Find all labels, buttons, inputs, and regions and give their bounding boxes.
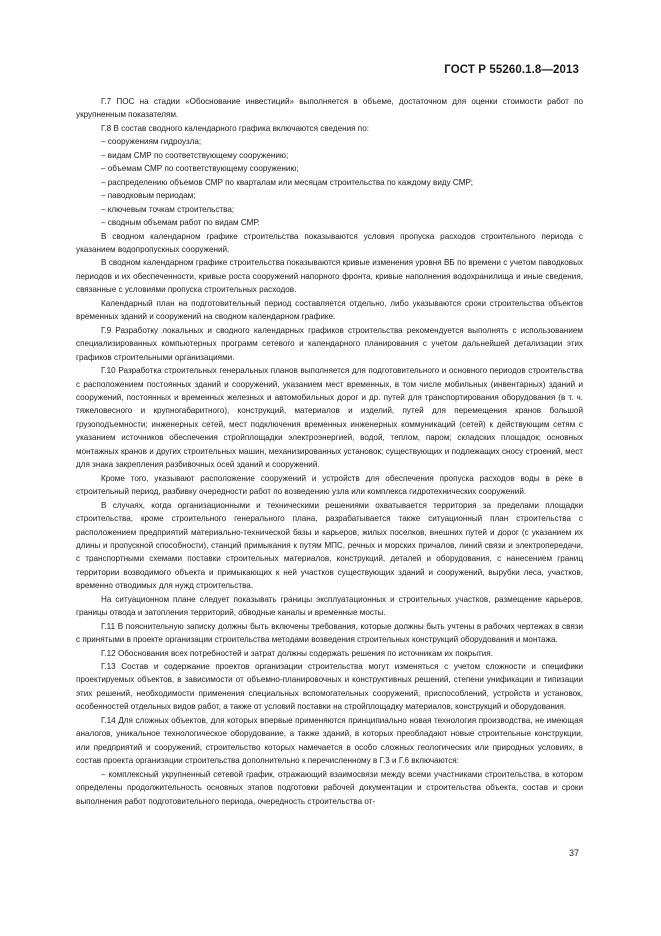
paragraph: Г.13 Состав и содержание проектов организации строительства могут изменяться с учетом сложности и специфики проектируемых объектов, в зависимости от объемно-планировочных и конструктивных решений, степени унификации и типизации этих решений, необходимости применения специальных вспомогательных сооружений, приспособлений, устройств и установок, особенностей отдельных видов работ, а также от условий поставки на стройплощадку материалов, конструкций и оборудования. bbox=[76, 662, 583, 712]
paragraph: Кроме того, указывают расположение сооружений и устройств для обеспечения пропуска расходов воды в реке в строительный период, разбивку очередности работ по возведению узла или комплекса гидротехнических сооружений. bbox=[76, 473, 583, 497]
list-item: – ключевым точкам строительства; bbox=[101, 204, 235, 214]
paragraph: Г.11 В пояснительную записку должны быть включены требования, которые должны быть учтены в рабочих чертежах в связи с принятыми в проекте организации строительства методами возведения строительных конструкций оборудования и монтажа. bbox=[76, 621, 583, 645]
paragraph: В сводном календарном графике строительства показываются условия пропуска расходов строительного периода с указанием водопропускных сооружений. bbox=[76, 231, 583, 254]
paragraph: Г.9 Разработку локальных и сводного календарных графиков строительства рекомендуется выполнять с использованием специализированных компьютерных программ сетевого и календарного планирования с учетом дальнейшей детализации этих графиков строительными организациями. bbox=[76, 325, 583, 362]
list-item: – паводковым периодам; bbox=[101, 191, 196, 201]
paragraph: – комплексный укрупненный сетевой график, отражающий взаимосвязи между всеми участниками строительства, в котором определены продолжительность основных этапов подготовки рабочей документации и строительства объекта, состав и сроки выполнения работ подготовительного периода, очередность строительства от- bbox=[76, 769, 583, 806]
paragraph: Г.7 ПОС на стадии «Обоснование инвестиций» выполняется в объеме, достаточном для оценки стоимости работ по укрупненным показателям. bbox=[76, 97, 583, 120]
standard-header: ГОСТ Р 55260.1.8—2013 bbox=[444, 64, 579, 76]
paragraph: Г.8 В состав сводного календарного графика включаются сведения по: bbox=[101, 123, 369, 133]
document-body bbox=[76, 95, 583, 808]
paragraph: В сводном календарном графике строительства показываются кривые изменения уровня ВБ по времени с учетом паводковых периодов и их обеспеченности, кривые роста сооружений напорного фронта, кривые наполнения водохранилища и иные сведения, связанные с условиями пропуска строительных расходов. bbox=[76, 258, 583, 295]
list-item: – сводным объемам работ по видам СМР. bbox=[101, 218, 260, 228]
list-item: – объемам СМР по соответствующему сооружению; bbox=[101, 164, 299, 174]
paragraph: Г.12 Обоснования всех потребностей и затрат должны содержать решения по источникам их покрытия. bbox=[101, 648, 493, 658]
paragraph: Г.10 Разработка строительных генеральных планов выполняется для подготовительного и основного периодов строительства с расположением постоянных зданий и сооружений, указанием мест временных, в том числе мобильных (инвентарных) зданий и сооружений, постоянных и временных железных и автомобильных дорог и др. путей для транспортирования оборудования (в т. ч. тяжеловесного и крупногабаритного), конструкций, материалов и изделий, путей для перемещения кранов большой грузоподъемности; инженерных сетей, мест подключения временных инженерных коммуникаций (сетей) к действующим сетям с указанием источников обеспечения стройплощадки электроэнергией, водой, теплом, паром; складских площадок; основных монтажных кранов и других строительных машин, механизированных установок; существующих и подлежащих сносу строений, мест для знака закрепления разбивочных осей зданий и сооружений. bbox=[76, 366, 583, 470]
list-item: – видам СМР по соответствующему сооружению; bbox=[101, 150, 289, 160]
list-item: – сооружениям гидроузла; bbox=[101, 137, 202, 147]
paragraph: В случаях, когда организационными и техническими решениями охватывается территория за пределами площадки строительства, кроме строительного генерального плана, разрабатывается также ситуационный план строительства с расположением предприятий материально-технической базы и карьеров, жилых поселков, внешних путей и дорог (с указанием их длины и пропускной способности), станций примыкания к путям МПС, речных и морских причалов, линий связи и электропередачи, с транспортными схемами поставки строительных материалов, конструкций, деталей и оборудования, с нанесением границ территории возводимого объекта и примыкающих к ней участков существующих зданий и сооружений, вырубки леса, участков, временно отводимых для нужд строительства. bbox=[76, 500, 583, 591]
paragraph: Г.14 Для сложных объектов, для которых впервые применяются принципиально новая технология производства, не имеющая аналогов, уникальное технологическое оборудование, а также зданий, в которых преобладают новые строительные конструкции, или предприятий и сооружений, строительство которых намечается в особо сложных геологических или природных условиях, в состав проекта организации строительства дополнительно к перечисленному в Г.3 и Г.6 включаются: bbox=[76, 715, 583, 766]
paragraph: На ситуационном плане следует показывать границы эксплуатационных и строительных участков, размещение карьеров, границы отвода и затопления территорий, обводные каналы и временные мосты. bbox=[76, 594, 583, 618]
page-number: 37 bbox=[568, 848, 579, 858]
paragraph: Календарный план на подготовительный период составляется отдельно, либо указываются сроки строительства объектов временных зданий и сооружений на сводном календарном графике. bbox=[76, 298, 583, 322]
list-item: – распределению объемов СМР по кварталам или месяцам строительства по каждому виду СМР; bbox=[101, 177, 473, 187]
